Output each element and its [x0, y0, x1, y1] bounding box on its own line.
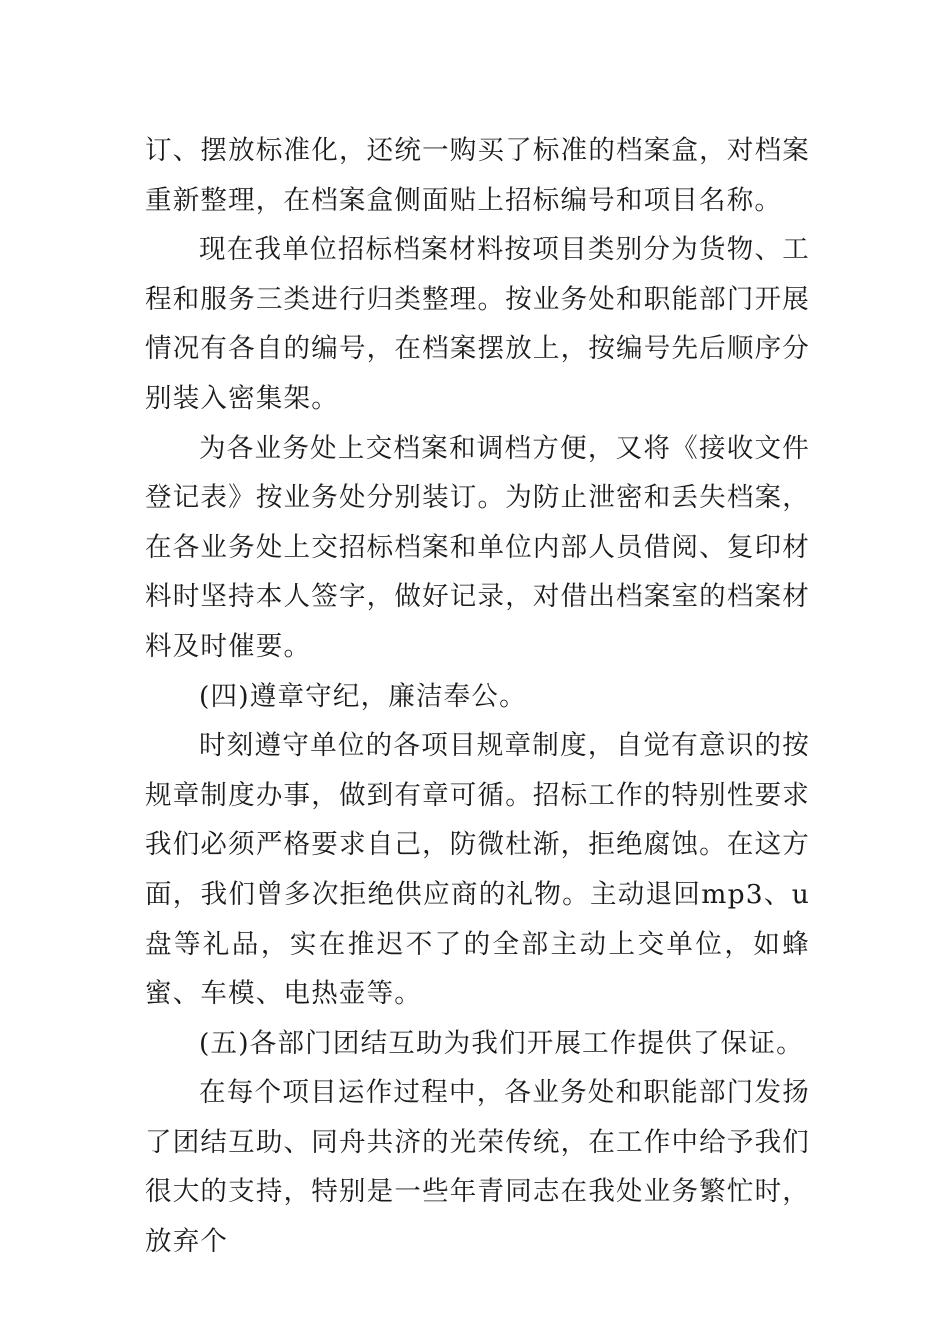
document-body	[145, 126, 810, 1267]
paragraph-discipline: 时刻遵守单位的各项目规章制度，自觉有意识的按规章制度办事，做到有章可循。招标工作的特别性要求我们必须严格要求自己，防微杜渐，拒绝腐蚀。在这方面，我们曾多次拒绝供应商的礼物。主动退回mp3、u盘等礼品，实在推迟不了的全部主动上交单位，如蜂蜜、车模、电热壶等。	[145, 730, 810, 1010]
section-heading-five: (五)各部门团结互助为我们开展工作提供了保证。	[199, 1027, 804, 1059]
paragraph-teamwork: 在每个项目运作过程中，各业务处和职能部门发扬了团结互助、同舟共济的光荣传统，在工作中给予我们很大的支持，特别是一些年青同志在我处业务繁忙时，放弃个	[145, 1077, 810, 1258]
paragraph-continued: 订、摆放标准化，还统一购买了标准的档案盒，对档案重新整理，在档案盒侧面贴上招标编号和项目名称。	[145, 135, 810, 216]
paragraph-archive-registration: 为各业务处上交档案和调档方便，又将《接收文件登记表》按业务处分别装订。为防止泄密和丢失档案，在各业务处上交招标档案和单位内部人员借阅、复印材料时坚持本人签字，做好记录，对借出档案室的档案材料及时催要。	[145, 432, 810, 662]
paragraph-archive-classification: 现在我单位招标档案材料按项目类别分为货物、工程和服务三类进行归类整理。按业务处和职能部门开展情况有各自的编号，在档案摆放上，按编号先后顺序分别装入密集架。	[145, 234, 810, 414]
section-heading-four: (四)遵章守纪，廉洁奉公。	[199, 680, 527, 712]
